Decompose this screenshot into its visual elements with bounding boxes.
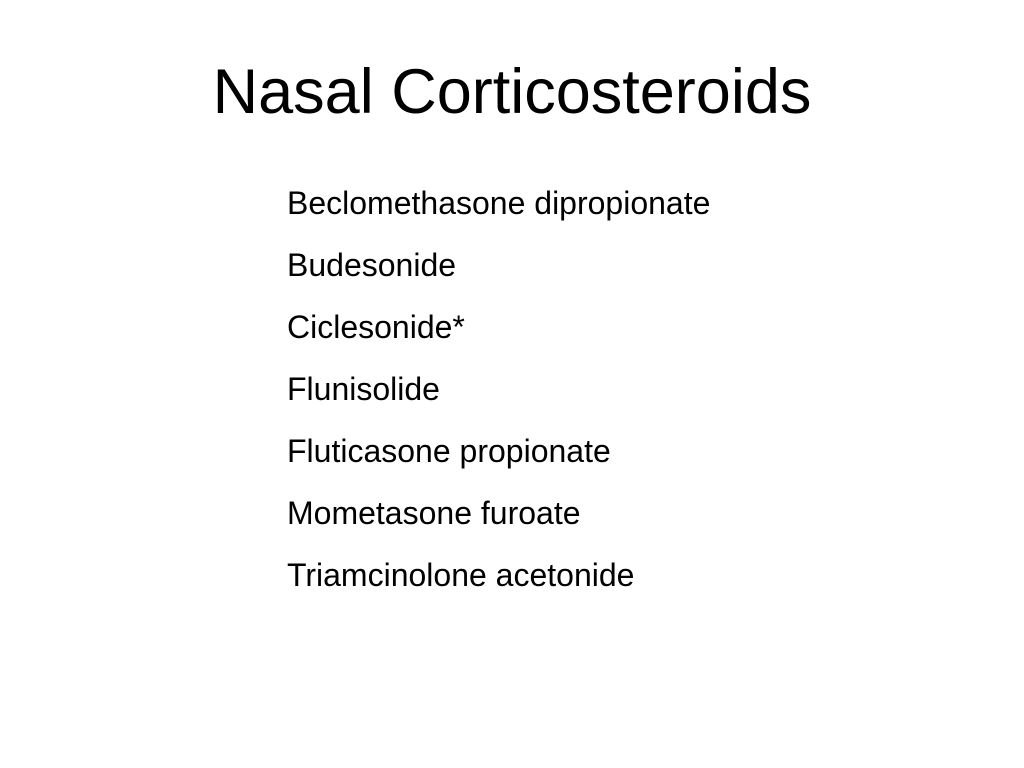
list-item: Flunisolide xyxy=(287,371,440,407)
list-item: Fluticasone propionate xyxy=(287,433,611,469)
list-item: Ciclesonide* xyxy=(287,309,465,345)
slide-title: Nasal Corticosteroids xyxy=(212,57,812,127)
list-item: Mometasone furoate xyxy=(287,495,581,531)
list-item: Triamcinolone acetonide xyxy=(287,557,635,593)
drug-list xyxy=(287,172,710,606)
list-item: Beclomethasone dipropionate xyxy=(287,185,711,221)
list-item: Budesonide xyxy=(287,247,457,283)
